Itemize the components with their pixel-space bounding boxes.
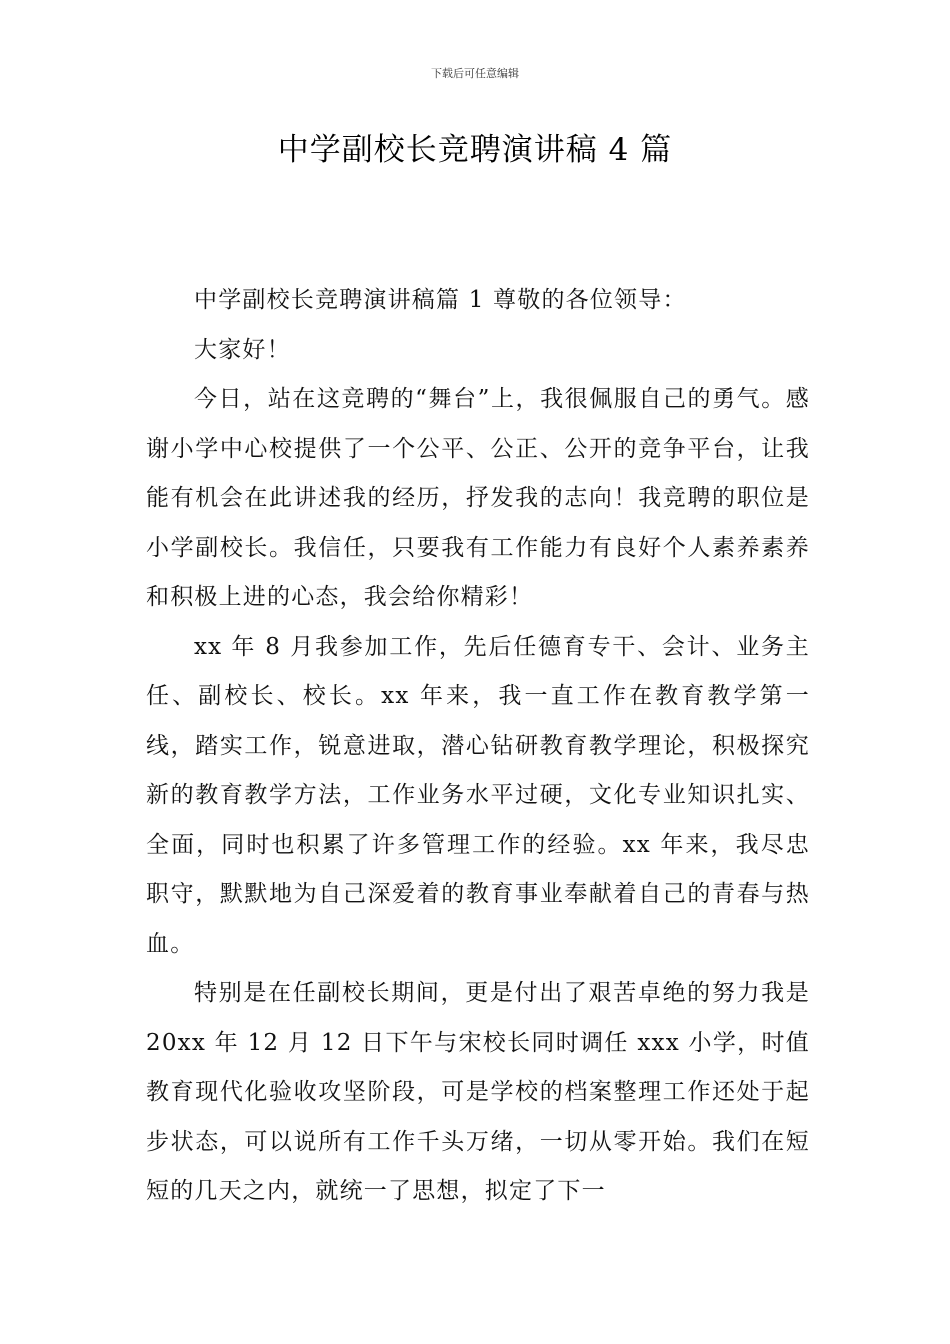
paragraph-greeting: 大家好！ bbox=[194, 336, 291, 363]
paragraph-opening: 今日，站在这竞聘的“舞台”上，我很佩服自己的勇气。感谢小学中心校提供了一个公平、公正、公开的竞争平台，让我能有机会在此讲述我的经历，抒发我的志向！我竞聘的职位是小学副校长。我信任，只要我有工作能力有良好个人素养素养和积极上进的心态，我会给你精彩！ bbox=[146, 386, 810, 610]
header-note: 下载后可任意编辑 bbox=[431, 67, 519, 80]
document-title: 中学副校长竞聘演讲稿 4 篇 bbox=[277, 132, 673, 168]
paragraph-vice-principal: 特别是在任副校长期间，更是付出了艰苦卓绝的努力我是 20xx 年 12 月 12 日下午与宋校长同时调任 xxx 小学，时值教育现代化验收攻坚阶段，可是学校的档案整理工作还处于起步状态，可以说所有工作千头万绪，一切从零开始。我们在短短的几天之内，就统一了思想，拟定了下一 bbox=[146, 980, 810, 1204]
document-body bbox=[146, 276, 810, 1217]
paragraph-experience: xx 年 8 月我参加工作，先后任德育专干、会计、业务主任、副校长、校长。xx 年来，我一直工作在教育教学第一线，踏实工作，锐意进取，潜心钻研教育教学理论，积极探究新的教育教学方法，工作业务水平过硬，文化专业知识扎实、全面，同时也积累了许多管理工作的经验。xx 年来，我尽忠职守，默默地为自己深爱着的教育事业奉献着自己的青春与热血。 bbox=[146, 633, 810, 957]
paragraph-salutation: 中学副校长竞聘演讲稿篇 1 尊敬的各位领导： bbox=[194, 287, 687, 313]
